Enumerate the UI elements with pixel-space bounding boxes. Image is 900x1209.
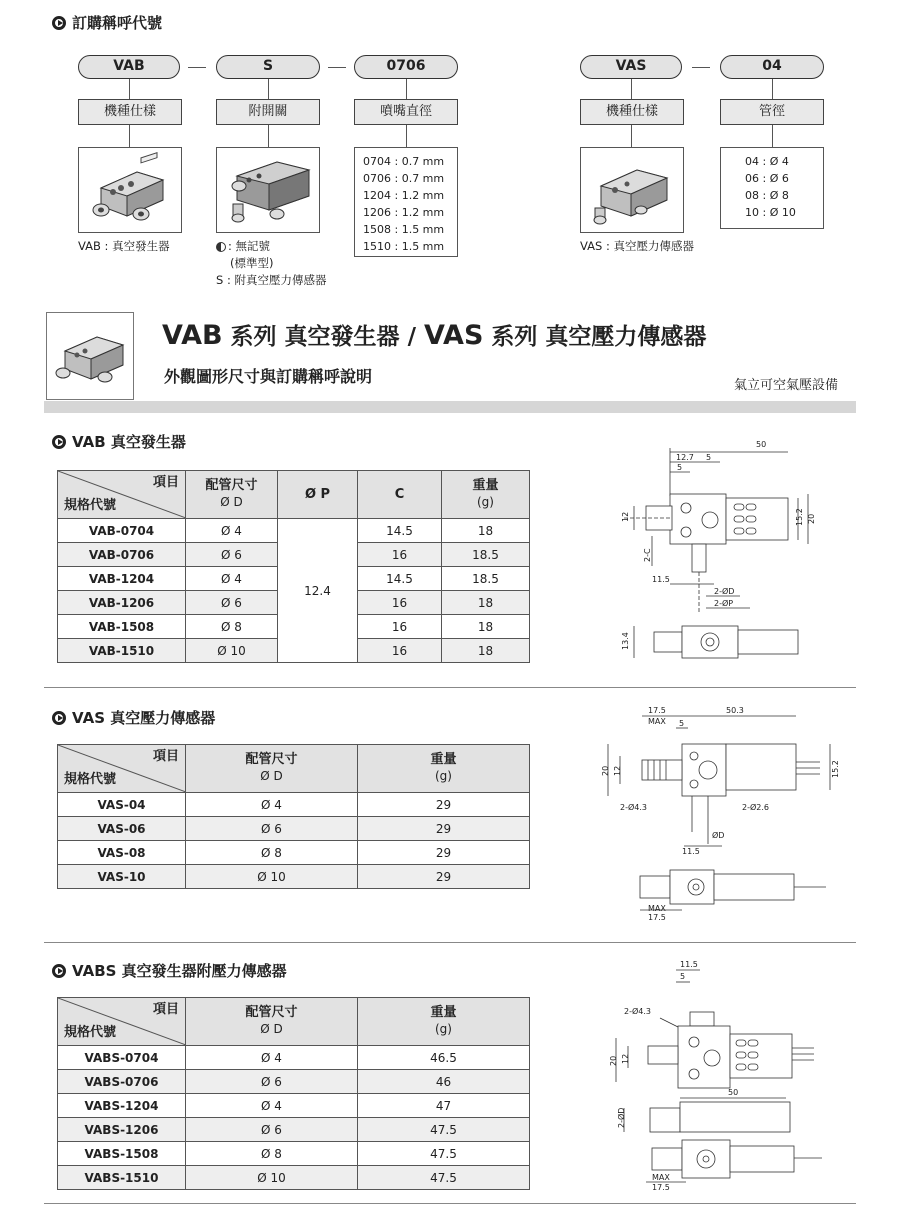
dim-label: ØD	[712, 831, 725, 840]
label-switch: 附開關	[216, 99, 320, 125]
table-row: VAS-10 Ø 10 29	[58, 865, 530, 889]
connector-line	[631, 125, 632, 147]
code-separator	[692, 67, 710, 68]
nozzle-option: 1204 : 1.2 mm	[363, 189, 445, 202]
header-item-label: 項目	[152, 749, 179, 764]
dim-label: MAX	[652, 1173, 670, 1182]
section-divider	[44, 942, 856, 943]
dim-label: 2-Ø4.3	[624, 1007, 651, 1016]
header-item-label: 項目	[152, 475, 179, 490]
code-pill-switch: S	[216, 55, 320, 79]
dim-label: 2-ØD	[714, 587, 735, 596]
connector-line	[631, 79, 632, 99]
banner-subtitle: 外觀圖形尺寸與訂購稱呼說明	[164, 367, 373, 386]
table-row: VAB-1204 Ø 4 14.5 18.5	[58, 567, 530, 591]
vabs-spec-table	[57, 997, 530, 1190]
table-row: VABS-1206 Ø 6 47.5	[58, 1118, 530, 1142]
dim-label: MAX	[648, 904, 666, 913]
table-diagonal-header	[58, 745, 186, 793]
vas-spec-table	[57, 744, 530, 889]
connector-line	[268, 79, 269, 99]
code-pill-vab: VAB	[78, 55, 180, 79]
vab-with-sensor-icon	[217, 148, 319, 232]
label-model-spec: 機種仕樣	[78, 99, 182, 125]
connector-line	[772, 125, 773, 147]
table-diagonal-header	[58, 998, 186, 1046]
dim-label: 50.3	[726, 706, 744, 715]
dim-label: 11.5	[652, 575, 670, 584]
dim-label: 5	[680, 972, 686, 981]
header-pipe: 配管尺寸 Ø D	[186, 471, 278, 519]
vas-product-image	[580, 147, 684, 233]
label-pipe-diameter: 管徑	[720, 99, 824, 125]
table-row: VAB-1206 Ø 6 16 18	[58, 591, 530, 615]
banner-title-part: 系列 真空壓力傳感器	[483, 324, 707, 350]
switch-notes	[216, 238, 326, 289]
table-row: VABS-1508 Ø 8 47.5	[58, 1142, 530, 1166]
banner-product-image	[46, 312, 134, 400]
pipe-option: 08 : Ø 8	[745, 189, 789, 202]
bullet-arrow-icon	[52, 16, 66, 30]
dim-label: 11.5	[682, 847, 700, 856]
dim-label: 12.7	[676, 453, 694, 462]
banner-title	[162, 318, 706, 351]
dim-label: 5	[679, 719, 685, 728]
nozzle-option: 0704 : 0.7 mm	[363, 155, 445, 168]
dim-label: 12	[621, 1053, 630, 1064]
switch-note-sensor: S : 附真空壓力傳感器	[216, 273, 327, 287]
banner-bar	[44, 401, 856, 413]
vab-spec-table	[57, 470, 530, 663]
connector-line	[129, 79, 130, 99]
vas-section-title: VAS 真空壓力傳感器	[72, 709, 216, 727]
dim-label: 2-C	[643, 548, 652, 562]
dim-label: 15.2	[831, 760, 840, 778]
connector-line	[129, 125, 130, 147]
vab-dimension-drawing	[610, 436, 850, 666]
dim-label: 5	[677, 463, 683, 472]
header-item-label: 項目	[152, 1002, 179, 1017]
dim-label: 11.5	[680, 960, 698, 969]
vas-dimension-drawing	[596, 704, 846, 926]
code-separator	[188, 67, 206, 68]
banner-title-vab: VAB	[162, 320, 223, 351]
header-c: C	[358, 471, 442, 519]
banner-title-part: 系列 真空發生器 /	[222, 324, 424, 350]
switch-note-standard: (標準型)	[230, 256, 274, 270]
dim-label: 2-Ø4.3	[620, 803, 647, 812]
connector-line	[268, 125, 269, 147]
dim-label: 17.5	[652, 1183, 670, 1192]
nozzle-option: 0706 : 0.7 mm	[363, 172, 445, 185]
p-value-cell: 12.4	[278, 519, 358, 663]
code-pill-pipe: 04	[720, 55, 824, 79]
vab-caption: VAB : 真空發生器	[78, 239, 170, 253]
dim-label: 20	[601, 765, 610, 776]
bullet-arrow-icon	[52, 711, 66, 725]
pipe-option: 10 : Ø 10	[745, 206, 796, 219]
table-row: VABS-0704 Ø 4 46.5	[58, 1046, 530, 1070]
bullet-arrow-icon	[52, 964, 66, 978]
section-divider	[44, 687, 856, 688]
banner-title-vas: VAS	[423, 320, 484, 351]
standard-marker-icon	[216, 242, 226, 252]
vabs-section-heading	[52, 960, 287, 981]
table-row: VABS-0706 Ø 6 46	[58, 1070, 530, 1094]
vas-caption: VAS : 真空壓力傳感器	[580, 239, 694, 253]
dim-label: 15.2	[795, 508, 804, 526]
banner-generator-icon	[47, 313, 133, 399]
vas-section-heading	[52, 707, 215, 728]
nozzle-option: 1510 : 1.5 mm	[363, 240, 445, 253]
dim-label: 5	[706, 453, 712, 462]
dim-label: 12	[621, 511, 630, 522]
nozzle-option: 1508 : 1.5 mm	[363, 223, 445, 236]
code-pill-vas: VAS	[580, 55, 682, 79]
header-code-label: 規格代號	[64, 498, 117, 513]
connector-line	[406, 125, 407, 147]
code-separator	[328, 67, 346, 68]
vabs-section-title: VABS 真空發生器附壓力傳感器	[72, 962, 287, 980]
connector-line	[406, 79, 407, 99]
vab-section-title: VAB 真空發生器	[72, 433, 186, 451]
dim-label: 17.5	[648, 706, 666, 715]
dim-label: 2-ØD	[617, 1107, 626, 1128]
brand-name: 氣立可空氣壓設備	[734, 378, 839, 393]
label-nozzle-diameter: 噴嘴直徑	[354, 99, 458, 125]
nozzle-list	[354, 147, 458, 257]
table-row: VABS-1204 Ø 4 47	[58, 1094, 530, 1118]
switch-note-none: : 無記號	[228, 239, 271, 253]
order-code-title: 訂購稱呼代號	[72, 14, 163, 32]
pipe-option: 04 : Ø 4	[745, 155, 789, 168]
header-weight: 重量 (g)	[358, 745, 530, 793]
vabs-dimension-drawing	[600, 958, 840, 1193]
table-row: VAB-1510 Ø 10 16 18	[58, 639, 530, 663]
dim-label: 2-ØP	[714, 599, 734, 608]
dim-label: 13.4	[621, 632, 630, 650]
vab-section-heading	[52, 431, 186, 452]
vab-generator-icon	[79, 148, 181, 232]
header-pipe: 配管尺寸 Ø D	[186, 998, 358, 1046]
vab-product-image	[78, 147, 182, 233]
pipe-option: 06 : Ø 6	[745, 172, 789, 185]
dim-label: MAX	[648, 717, 666, 726]
vab-switch-product-image	[216, 147, 320, 233]
pipe-list	[720, 147, 824, 229]
nozzle-option: 1206 : 1.2 mm	[363, 206, 445, 219]
bullet-arrow-icon	[52, 435, 66, 449]
header-weight: 重量 (g)	[442, 471, 530, 519]
header-code-label: 規格代號	[64, 772, 117, 787]
header-weight: 重量 (g)	[358, 998, 530, 1046]
table-row: VABS-1510 Ø 10 47.5	[58, 1166, 530, 1190]
table-row: VAS-06 Ø 6 29	[58, 817, 530, 841]
vas-sensor-icon	[581, 148, 683, 232]
dim-label: 50	[756, 440, 767, 449]
table-row: VAB-1508 Ø 8 16 18	[58, 615, 530, 639]
section-divider	[44, 1203, 856, 1204]
order-code-heading	[52, 12, 162, 33]
dim-label: 20	[807, 513, 816, 524]
table-row: VAB-0706 Ø 6 16 18.5	[58, 543, 530, 567]
dim-label: 17.5	[648, 913, 666, 922]
code-pill-nozzle: 0706	[354, 55, 458, 79]
header-pipe: 配管尺寸 Ø D	[186, 745, 358, 793]
connector-line	[772, 79, 773, 99]
dim-label: 12	[613, 765, 622, 776]
table-row: VAB-0704 Ø 4 12.4 14.5 18	[58, 519, 530, 543]
table-row: VAS-08 Ø 8 29	[58, 841, 530, 865]
table-row: VAS-04 Ø 4 29	[58, 793, 530, 817]
table-diagonal-header	[58, 471, 186, 519]
dim-label: 2-Ø2.6	[742, 803, 769, 812]
dim-label: 50	[728, 1088, 739, 1097]
dim-label: 20	[609, 1055, 618, 1066]
header-code-label: 規格代號	[64, 1025, 117, 1040]
header-p: Ø P	[278, 471, 358, 519]
label-vas-model-spec: 機種仕樣	[580, 99, 684, 125]
